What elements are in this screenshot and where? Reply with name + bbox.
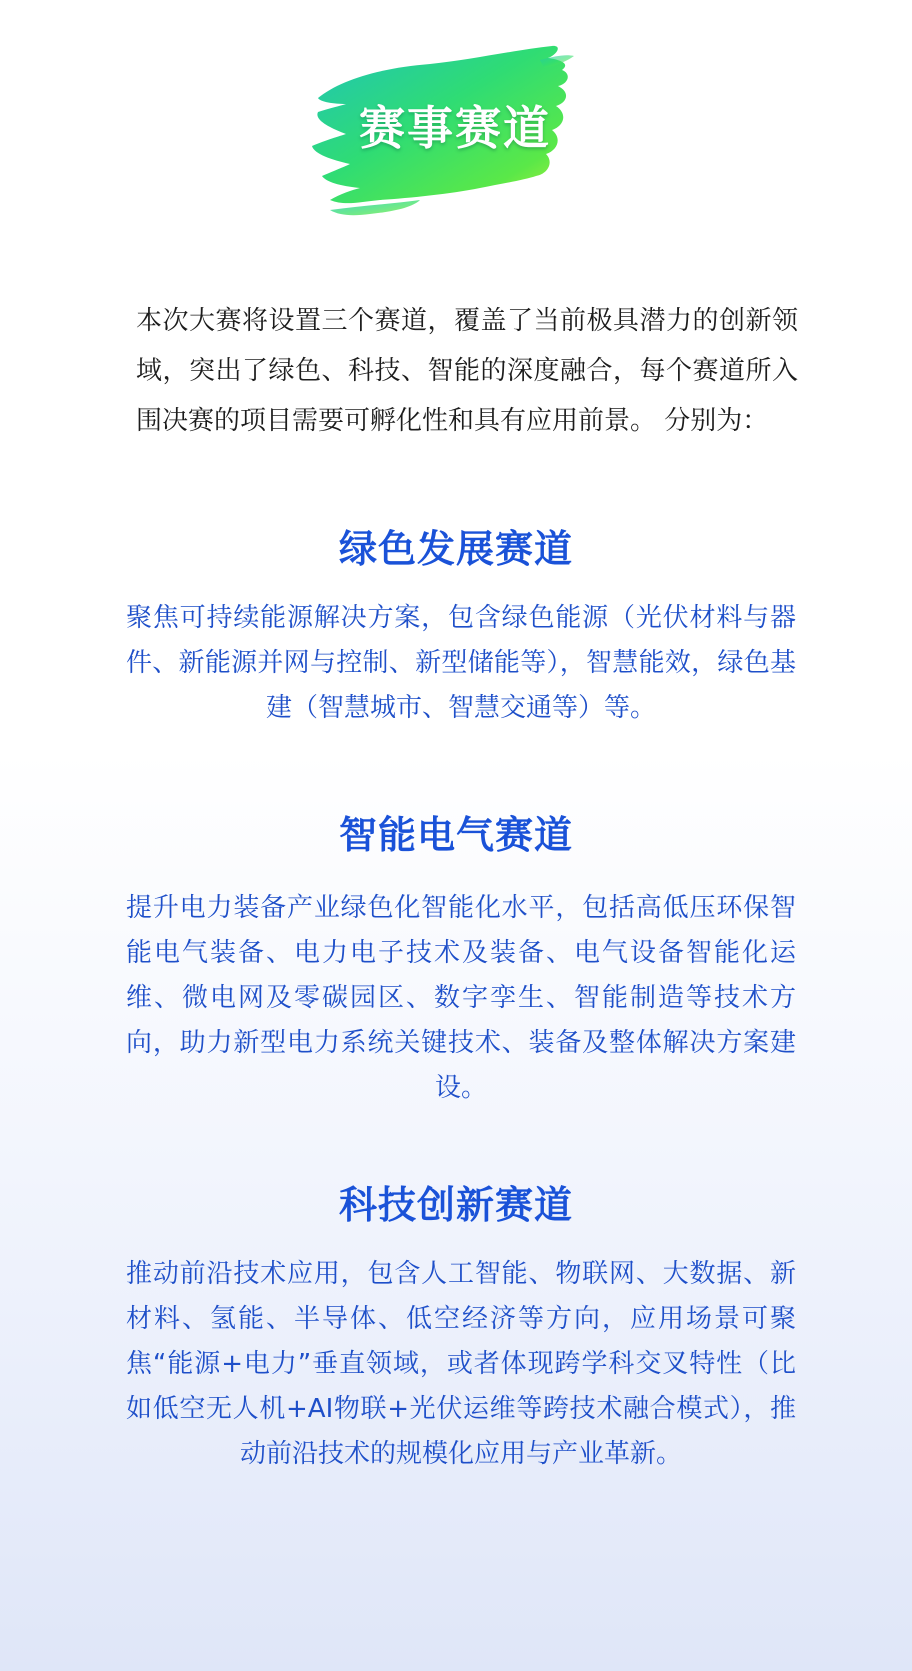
page-title: 赛事赛道 — [359, 101, 551, 155]
intro-paragraph: 本次大赛将设置三个赛道，覆盖了当前极具潜力的创新领域，突出了绿色、科技、智能的深度融合，每个赛道所入围决赛的项目需要可孵化性和具有应用前景。 分别为： — [136, 306, 798, 436]
track-title-tech-innovation: 科技创新赛道 — [338, 1183, 573, 1227]
track-description-green: 聚焦可持续能源解决方案，包含绿色能源（光伏材料与器件、新能源并网与控制、新型储能等），智慧能效，绿色基建（智慧城市、智慧交通等）等。 — [126, 603, 796, 723]
track-description-smart-electric: 提升电力装备产业绿色化智能化水平，包括高低压环保智能电气装备、电力电子技术及装备、电气设备智能化运维、微电网及零碳园区、数字孪生、智能制造等技术方向，助力新型电力系统关键技术、装备及整体解决方案建设。 — [126, 893, 796, 1103]
track-title-green: 绿色发展赛道 — [338, 527, 573, 571]
track-title-smart-electric: 智能电气赛道 — [338, 813, 573, 857]
header-banner — [300, 40, 600, 220]
track-description-tech-innovation: 推动前沿技术应用，包含人工智能、物联网、大数据、新材料、氢能、半导体、低空经济等方向，应用场景可聚焦“能源+电力”垂直领域，或者体现跨学科交叉特性（比如低空无人机+AI物联+光伏运维等跨技术融合模式），推动前沿技术的规模化应用与产业革新。 — [126, 1259, 796, 1469]
